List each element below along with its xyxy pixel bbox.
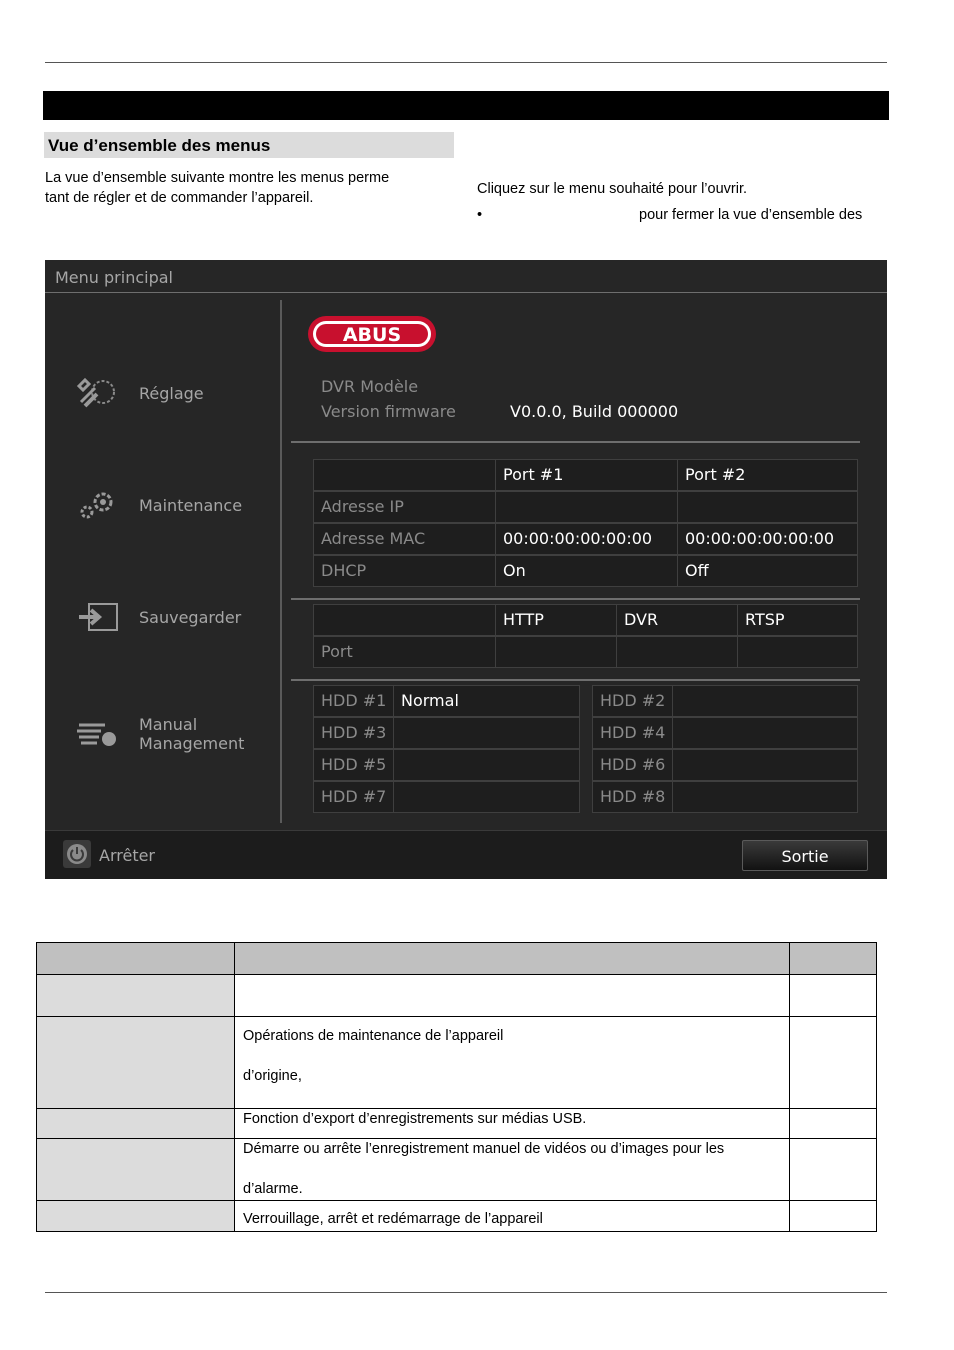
export-icon [75, 600, 121, 634]
desc-line: Démarre ou arrête l’enregistrement manuel de vidéos ou d’images pour les [243, 1141, 725, 1157]
table-cell-menu [37, 1109, 235, 1139]
table-cell-desc [235, 1139, 790, 1201]
info-divider [291, 441, 860, 443]
table-cell-page [790, 1017, 877, 1109]
ports-row-label: Port [313, 636, 496, 668]
ports-header-empty [313, 604, 496, 636]
hdd-label: HDD #6 [592, 749, 673, 781]
top-rule [45, 62, 887, 63]
network-dhcp-port1: On [495, 555, 678, 587]
table-cell-menu [37, 1017, 235, 1109]
menu-description-table [36, 942, 877, 1232]
network-header-port1: Port #1 [495, 459, 678, 491]
network-divider [291, 598, 860, 600]
hdd-label: HDD #7 [313, 781, 394, 813]
ports-header-dvr: DVR [616, 604, 738, 636]
table-cell-page [790, 1109, 877, 1139]
hdd-status [672, 685, 858, 717]
desc-line: Fonction d’export d’enregistrements sur médias USB. [243, 1111, 587, 1127]
menu-label-manual: Manual [139, 715, 198, 734]
hdd-label: HDD #3 [313, 717, 394, 749]
bottom-rule [45, 1292, 887, 1293]
power-icon [63, 840, 91, 868]
hdd-label: HDD #5 [313, 749, 394, 781]
table-row [37, 1109, 877, 1139]
table-row [37, 1201, 877, 1232]
hdd-status [393, 717, 580, 749]
network-label-mac: Adresse MAC [313, 523, 496, 555]
hdd-label: HDD #2 [592, 685, 673, 717]
menu-label-manual-management [139, 715, 244, 753]
ports-dvr-value [616, 636, 738, 668]
gears-icon [75, 488, 121, 522]
table-cell-page [790, 975, 877, 1017]
ports-http-value [495, 636, 617, 668]
dvr-main-menu-screenshot [45, 260, 887, 879]
network-ip-port1 [495, 491, 678, 523]
network-header-port2: Port #2 [677, 459, 858, 491]
chapter-bar [43, 91, 889, 120]
intro-left-line1: La vue d’ensemble suivante montre les menus perme [45, 170, 390, 186]
hdd-status [672, 781, 858, 813]
table-header-cell [235, 943, 790, 975]
firmware-value: V0.0.0, Build 000000 [510, 402, 679, 421]
dvr-sidebar-divider [280, 300, 282, 823]
desc-line: d’alarme. [243, 1181, 303, 1197]
section-heading: Vue d’ensemble des menus [44, 132, 454, 158]
intro-left-line2: tant de régler et de commander l’appareil. [45, 190, 314, 206]
logo-text: ABUS [342, 324, 402, 346]
hdd-label: HDD #1 [313, 685, 394, 717]
desc-line: Opérations de maintenance de l’appareil [243, 1028, 504, 1044]
table-row [37, 1017, 877, 1109]
menu-label-management: Management [139, 734, 245, 753]
table-cell-page [790, 1139, 877, 1201]
ports-divider [291, 679, 860, 681]
intro-left [45, 168, 389, 208]
settings-wrench-icon [75, 376, 121, 410]
network-dhcp-port2: Off [677, 555, 858, 587]
power-button[interactable] [63, 840, 91, 868]
desc-line: Verrouillage, arrêt et redémarrage de l’appareil [243, 1211, 543, 1227]
network-mac-port1: 00:00:00:00:00:00 [495, 523, 678, 555]
hdd-label: HDD #4 [592, 717, 673, 749]
dvr-window-title: Menu principal [55, 268, 173, 287]
model-label: DVR Modèle [321, 377, 419, 396]
table-cell-menu [37, 1201, 235, 1232]
shutdown-label[interactable]: Arrêter [99, 846, 156, 865]
hdd-status [393, 781, 580, 813]
table-header-row [37, 943, 877, 975]
table-cell-menu [37, 975, 235, 1017]
menu-item-sauvegarder[interactable] [75, 600, 241, 634]
network-ip-port2 [677, 491, 858, 523]
hdd-label: HDD #8 [592, 781, 673, 813]
table-row [37, 1139, 877, 1201]
exit-button[interactable]: Sortie [742, 840, 868, 871]
bullet-dot: • [477, 207, 483, 223]
menu-label-maintenance: Maintenance [139, 495, 243, 515]
hdd-status: Normal [393, 685, 580, 717]
table-cell-desc [235, 1109, 790, 1139]
table-row [37, 975, 877, 1017]
table-cell-menu [37, 1139, 235, 1201]
table-cell-desc [235, 1017, 790, 1109]
table-cell-desc [235, 975, 790, 1017]
record-icon [75, 717, 121, 751]
ports-rtsp-value [737, 636, 858, 668]
network-label-dhcp: DHCP [313, 555, 496, 587]
network-label-ip: Adresse IP [313, 491, 496, 523]
desc-line: d’origine, [243, 1068, 302, 1084]
firmware-label: Version firmware [321, 402, 456, 421]
network-mac-port2: 00:00:00:00:00:00 [677, 523, 858, 555]
dvr-title-divider [45, 292, 887, 293]
ports-header-http: HTTP [495, 604, 617, 636]
menu-item-maintenance[interactable] [75, 488, 242, 522]
menu-label-sauvegarder: Sauvegarder [139, 607, 242, 627]
abus-logo [306, 314, 438, 354]
network-header-empty [313, 459, 496, 491]
table-header-cell [37, 943, 235, 975]
hdd-status [393, 749, 580, 781]
menu-item-reglage[interactable] [75, 376, 204, 410]
intro-right-line1: Cliquez sur le menu souhaité pour l’ouvrir. [477, 181, 747, 197]
table-cell-page [790, 1201, 877, 1232]
intro-bullet-text: pour fermer la vue d’ensemble des [639, 207, 863, 223]
ports-header-rtsp: RTSP [737, 604, 858, 636]
table-cell-desc [235, 1201, 790, 1232]
hdd-status [672, 717, 858, 749]
table-header-cell [790, 943, 877, 975]
menu-item-manual-management[interactable] [75, 715, 244, 753]
menu-label-reglage: Réglage [139, 383, 204, 403]
hdd-status [672, 749, 858, 781]
